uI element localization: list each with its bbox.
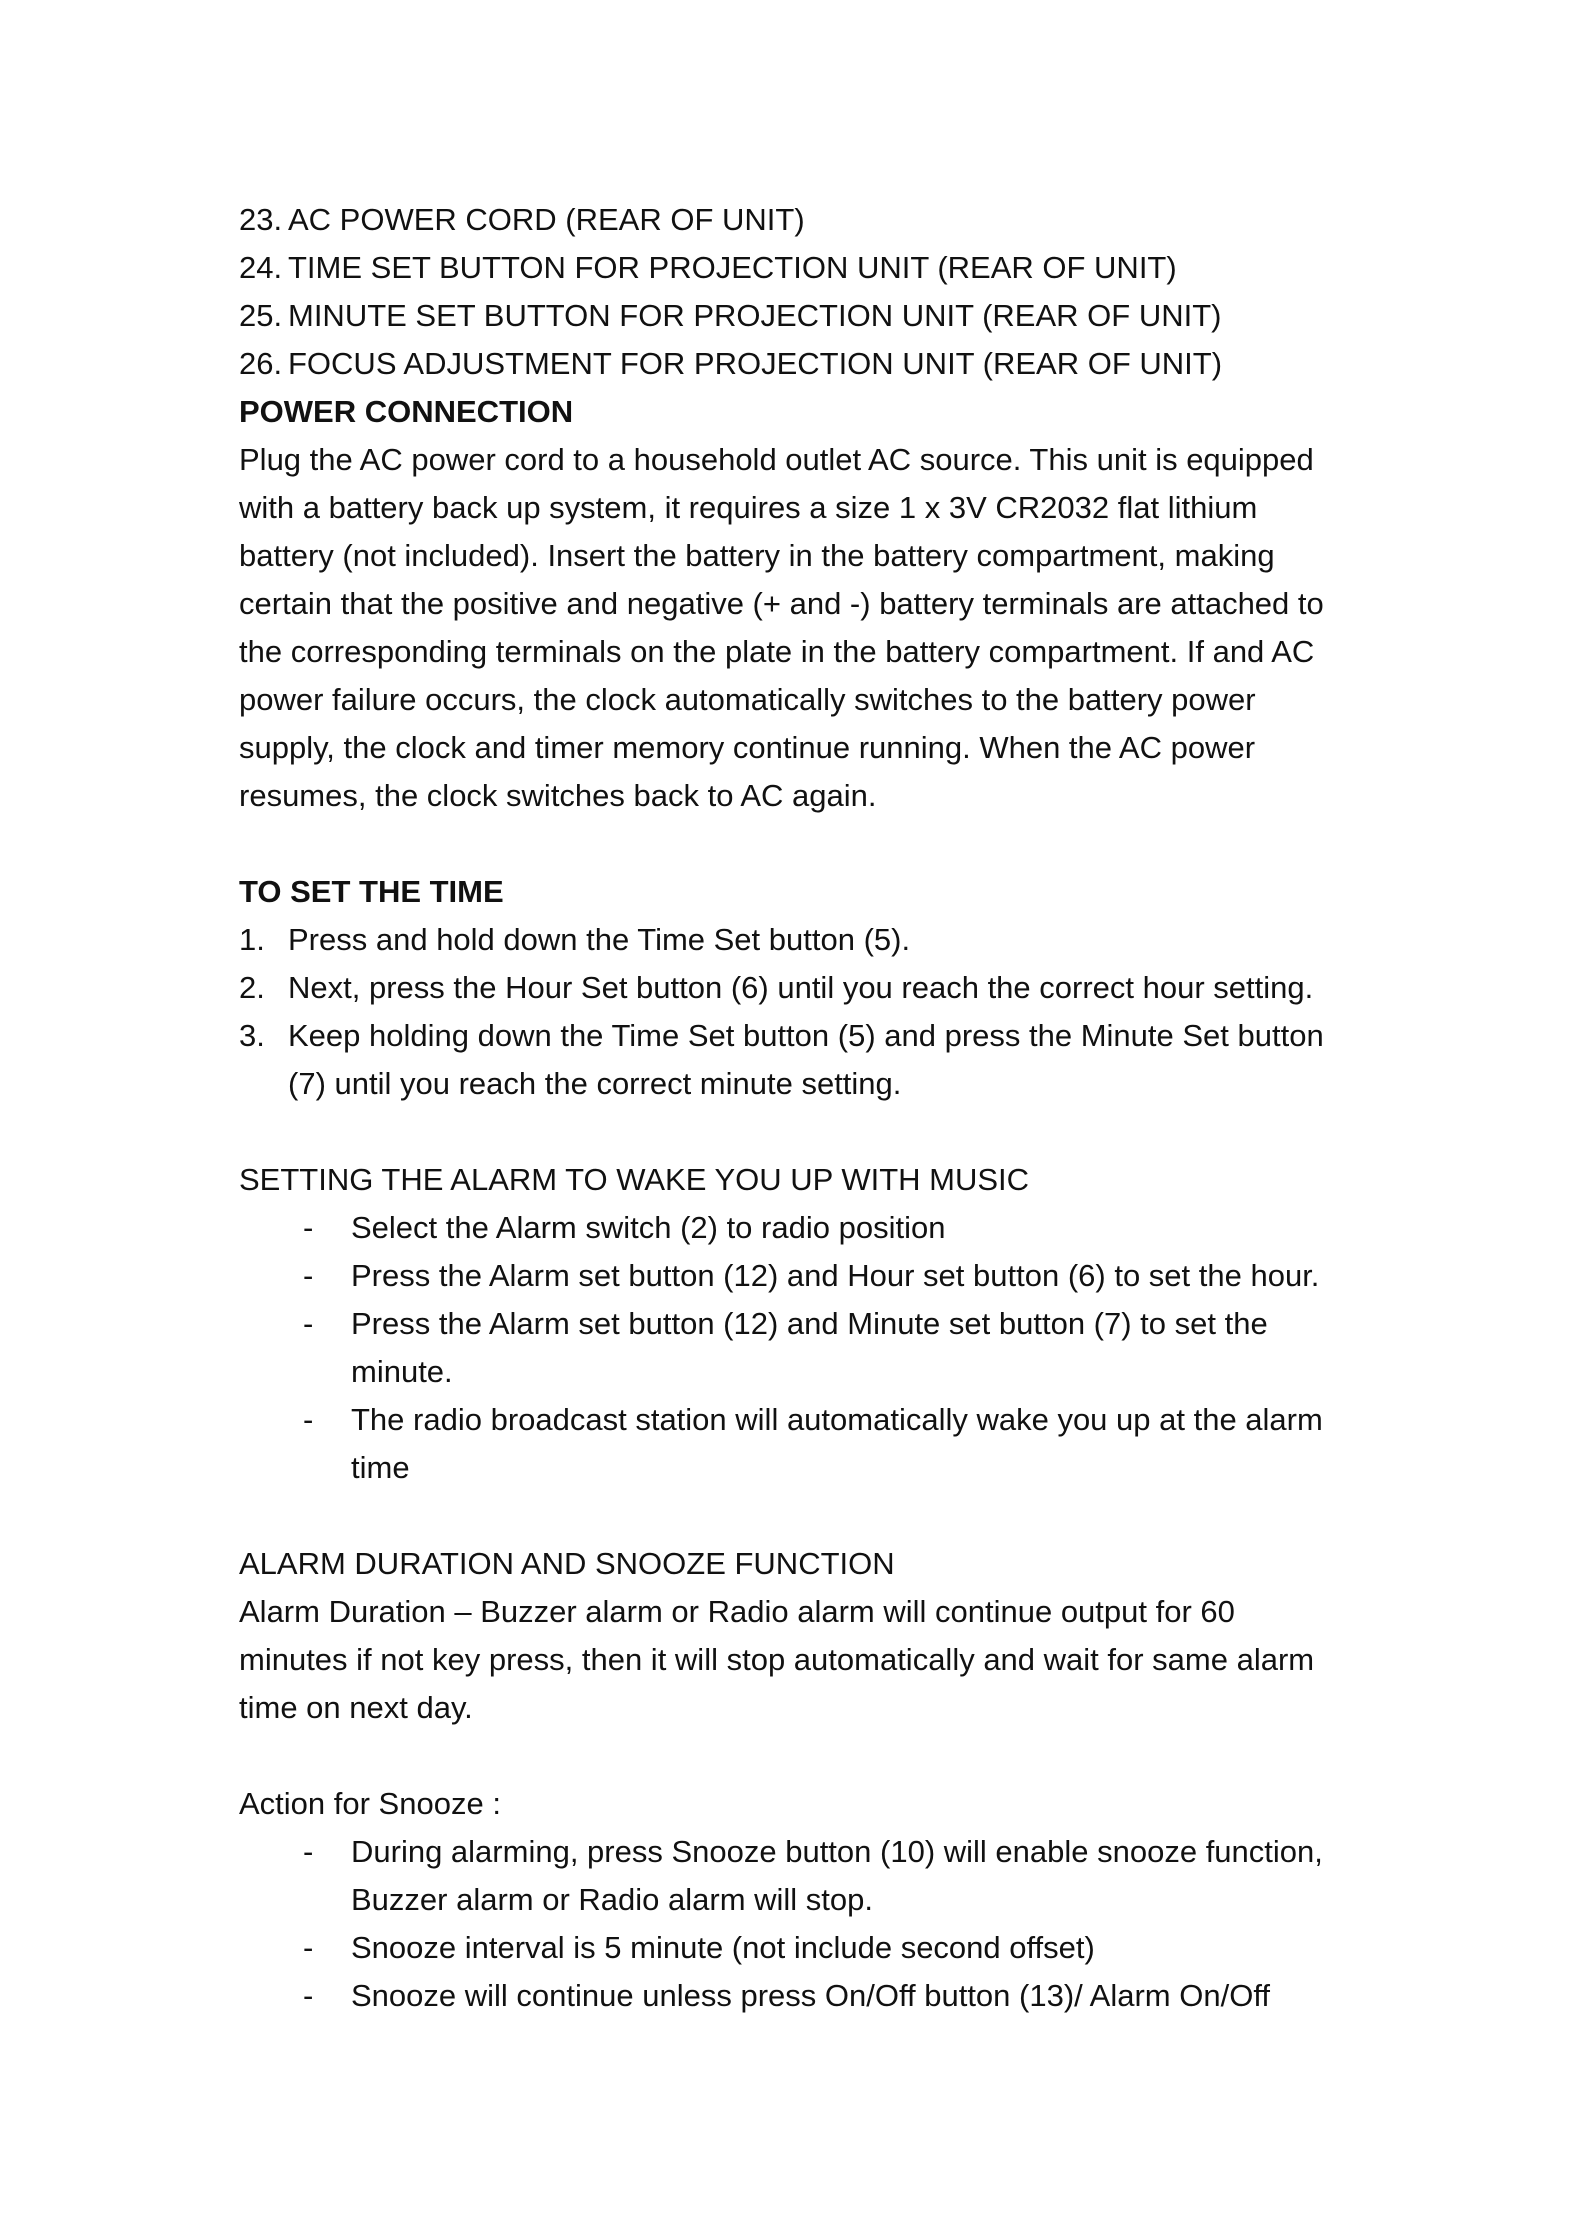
power-connection-line: resumes, the clock switches back to AC again. xyxy=(239,778,877,813)
snooze-item xyxy=(303,1828,1359,1924)
dash-bullet: - xyxy=(303,1258,314,1293)
section-spacer xyxy=(239,820,1359,868)
parts-list-text: MINUTE SET BUTTON FOR PROJECTION UNIT (REAR OF UNIT) xyxy=(288,298,1222,333)
alarm-music-item xyxy=(303,1252,1359,1300)
power-connection-line: with a battery back up system, it requires a size 1 x 3V CR2032 flat lithium xyxy=(239,490,1258,525)
item-line: time xyxy=(351,1450,410,1485)
power-connection-line: Plug the AC power cord to a household outlet AC source. This unit is equipped xyxy=(239,442,1314,477)
step-number: 3. xyxy=(239,1018,265,1053)
power-connection-line: battery (not included). Insert the battery in the battery compartment, making xyxy=(239,538,1275,573)
alarm-music-heading: SETTING THE ALARM TO WAKE YOU UP WITH MUSIC xyxy=(239,1162,1030,1197)
parts-list-text: AC POWER CORD (REAR OF UNIT) xyxy=(288,202,805,237)
set-time-step xyxy=(239,964,1359,1012)
step-text xyxy=(288,1012,1324,1108)
section-spacer xyxy=(239,1108,1359,1156)
parts-list-text: TIME SET BUTTON FOR PROJECTION UNIT (REAR OF UNIT) xyxy=(288,250,1177,285)
alarm-duration-heading: ALARM DURATION AND SNOOZE FUNCTION xyxy=(239,1546,895,1581)
alarm-music-item xyxy=(303,1204,1359,1252)
step-line: (7) until you reach the correct minute setting. xyxy=(288,1066,902,1101)
step-text xyxy=(288,916,910,964)
step-line: Press and hold down the Time Set button (5). xyxy=(288,922,911,957)
document-page xyxy=(239,196,1359,2020)
power-connection-section xyxy=(239,388,1359,820)
alarm-duration-line: minutes if not key press, then it will stop automatically and wait for same alarm xyxy=(239,1642,1315,1677)
dash-bullet: - xyxy=(303,1306,314,1341)
parts-list-item xyxy=(239,292,1359,340)
item-line: Snooze will continue unless press On/Off button (13)/ Alarm On/Off xyxy=(351,1978,1270,2013)
parts-list-number: 25. xyxy=(239,298,283,333)
parts-list-number: 26. xyxy=(239,346,283,381)
section-spacer xyxy=(239,1732,1359,1780)
parts-list xyxy=(239,196,1359,388)
power-connection-line: supply, the clock and timer memory continue running. When the AC power xyxy=(239,730,1256,765)
snooze-heading: Action for Snooze : xyxy=(239,1786,501,1821)
set-time-section xyxy=(239,868,1359,1108)
item-text xyxy=(351,1396,1323,1492)
dash-bullet: - xyxy=(303,1930,314,1965)
snooze-item xyxy=(303,1924,1359,1972)
parts-list-item xyxy=(239,244,1359,292)
snooze-section xyxy=(239,1780,1359,2020)
item-line: Snooze interval is 5 minute (not include second offset) xyxy=(351,1930,1095,1965)
snooze-list xyxy=(239,1828,1359,2020)
parts-list-item xyxy=(239,340,1359,388)
step-number: 2. xyxy=(239,970,265,1005)
dash-bullet: - xyxy=(303,1978,314,2013)
power-connection-line: certain that the positive and negative (+ and -) battery terminals are attached to xyxy=(239,586,1324,621)
item-line: Press the Alarm set button (12) and Hour set button (6) to set the hour. xyxy=(351,1258,1320,1293)
power-connection-line: the corresponding terminals on the plate in the battery compartment. If and AC xyxy=(239,634,1315,669)
item-text xyxy=(351,1204,945,1252)
power-connection-line: power failure occurs, the clock automatically switches to the battery power xyxy=(239,682,1256,717)
item-line: During alarming, press Snooze button (10) will enable snooze function, xyxy=(351,1834,1323,1869)
step-line: Keep holding down the Time Set button (5) and press the Minute Set button xyxy=(288,1018,1324,1053)
step-number: 1. xyxy=(239,922,265,957)
item-text xyxy=(351,1300,1268,1396)
dash-bullet: - xyxy=(303,1402,314,1437)
item-text xyxy=(351,1924,1095,1972)
power-connection-heading: POWER CONNECTION xyxy=(239,394,574,429)
parts-list-item xyxy=(239,196,1359,244)
alarm-music-list xyxy=(239,1204,1359,1492)
alarm-duration-section xyxy=(239,1540,1359,1732)
alarm-duration-line: Alarm Duration – Buzzer alarm or Radio alarm will continue output for 60 xyxy=(239,1594,1235,1629)
set-time-step xyxy=(239,1012,1359,1108)
step-text xyxy=(288,964,1313,1012)
item-text xyxy=(351,1252,1319,1300)
parts-list-text: FOCUS ADJUSTMENT FOR PROJECTION UNIT (REAR OF UNIT) xyxy=(288,346,1223,381)
section-spacer xyxy=(239,1492,1359,1540)
item-line: Buzzer alarm or Radio alarm will stop. xyxy=(351,1882,874,1917)
set-time-step xyxy=(239,916,1359,964)
step-line: Next, press the Hour Set button (6) until you reach the correct hour setting. xyxy=(288,970,1314,1005)
alarm-music-item xyxy=(303,1396,1359,1492)
set-time-steps xyxy=(239,916,1359,1108)
alarm-music-item xyxy=(303,1300,1359,1396)
snooze-item xyxy=(303,1972,1359,2020)
parts-list-number: 23. xyxy=(239,202,283,237)
item-line: Select the Alarm switch (2) to radio position xyxy=(351,1210,946,1245)
item-line: The radio broadcast station will automatically wake you up at the alarm xyxy=(351,1402,1323,1437)
item-text xyxy=(351,1828,1323,1924)
dash-bullet: - xyxy=(303,1210,314,1245)
item-line: minute. xyxy=(351,1354,453,1389)
dash-bullet: - xyxy=(303,1834,314,1869)
item-text xyxy=(351,1972,1270,2020)
alarm-music-section xyxy=(239,1156,1359,1492)
item-line: Press the Alarm set button (12) and Minute set button (7) to set the xyxy=(351,1306,1268,1341)
parts-list-number: 24. xyxy=(239,250,283,285)
alarm-duration-line: time on next day. xyxy=(239,1690,473,1725)
set-time-heading: TO SET THE TIME xyxy=(239,874,504,909)
